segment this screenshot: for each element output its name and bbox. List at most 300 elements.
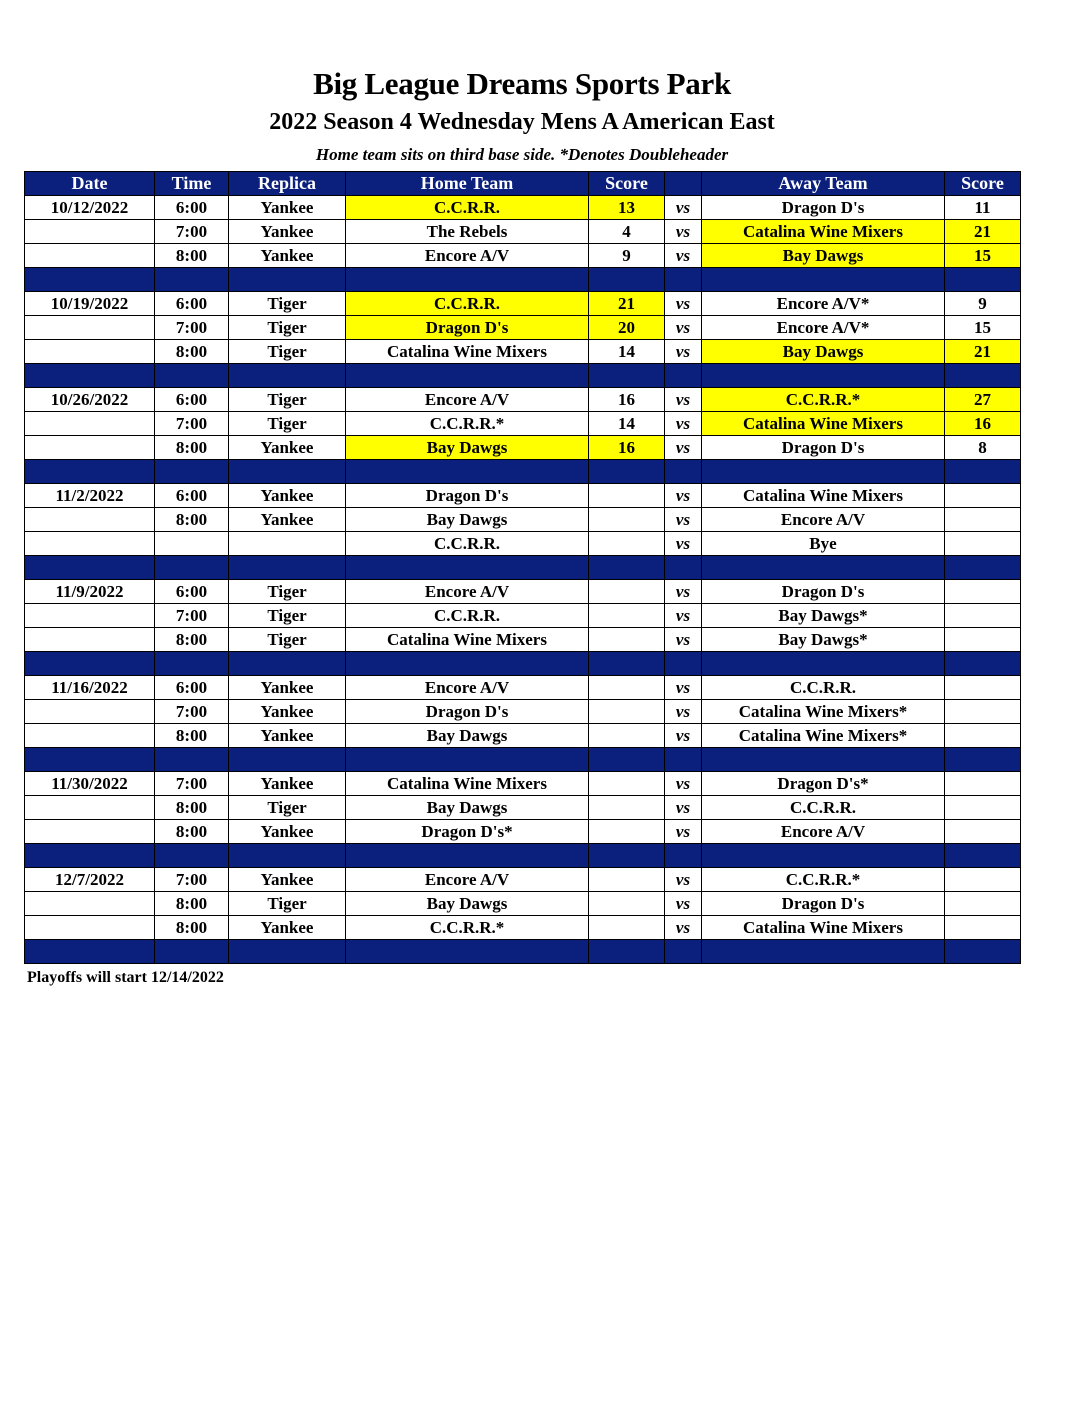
- away-score: 16: [945, 412, 1021, 436]
- away-score: [945, 820, 1021, 844]
- away-score: [945, 484, 1021, 508]
- game-replica: Yankee: [229, 724, 346, 748]
- separator-cell: [346, 940, 589, 964]
- table-row: [25, 820, 1021, 844]
- game-time: 6:00: [155, 292, 229, 316]
- home-team: Bay Dawgs: [346, 436, 589, 460]
- home-team: Encore A/V: [346, 868, 589, 892]
- table-row: [25, 580, 1021, 604]
- separator-cell: [346, 556, 589, 580]
- table-header-row: [25, 172, 1021, 196]
- column-header-replica: Replica: [229, 172, 346, 196]
- separator-cell: [229, 268, 346, 292]
- away-team: Encore A/V: [702, 820, 945, 844]
- game-time: 6:00: [155, 484, 229, 508]
- home-score: [589, 604, 665, 628]
- home-team: Bay Dawgs: [346, 724, 589, 748]
- game-time: 7:00: [155, 868, 229, 892]
- game-replica: Tiger: [229, 628, 346, 652]
- home-score: [589, 700, 665, 724]
- separator-cell: [25, 940, 155, 964]
- table-row: [25, 892, 1021, 916]
- away-score: 15: [945, 316, 1021, 340]
- separator-cell: [25, 652, 155, 676]
- table-row: [25, 388, 1021, 412]
- separator-cell: [25, 556, 155, 580]
- column-header-vs: [665, 172, 702, 196]
- separator-cell: [25, 748, 155, 772]
- separator-cell: [589, 748, 665, 772]
- home-score: [589, 580, 665, 604]
- table-row: [25, 868, 1021, 892]
- vs-label: vs: [665, 892, 702, 916]
- vs-label: vs: [665, 316, 702, 340]
- home-team: C.C.R.R.: [346, 604, 589, 628]
- vs-label: vs: [665, 700, 702, 724]
- home-score: 16: [589, 388, 665, 412]
- table-row: [25, 724, 1021, 748]
- game-time: 8:00: [155, 628, 229, 652]
- table-row: [25, 316, 1021, 340]
- home-team: C.C.R.R.*: [346, 916, 589, 940]
- table-row: [25, 532, 1021, 556]
- away-score: [945, 700, 1021, 724]
- away-score: [945, 796, 1021, 820]
- column-header-away-score: Score: [945, 172, 1021, 196]
- game-time: 8:00: [155, 916, 229, 940]
- away-team: Bay Dawgs*: [702, 604, 945, 628]
- home-score: 13: [589, 196, 665, 220]
- table-row: [25, 772, 1021, 796]
- vs-label: vs: [665, 436, 702, 460]
- separator-cell: [945, 652, 1021, 676]
- home-team: Bay Dawgs: [346, 508, 589, 532]
- away-team: C.C.R.R.*: [702, 388, 945, 412]
- table-row: [25, 508, 1021, 532]
- away-team: Bye: [702, 532, 945, 556]
- game-time: 7:00: [155, 316, 229, 340]
- separator-cell: [665, 940, 702, 964]
- game-replica: Yankee: [229, 820, 346, 844]
- game-time: 8:00: [155, 892, 229, 916]
- separator-cell: [702, 364, 945, 388]
- game-date: [25, 700, 155, 724]
- away-score: [945, 892, 1021, 916]
- separator-cell: [155, 364, 229, 388]
- week-separator-row: [25, 844, 1021, 868]
- game-date: [25, 724, 155, 748]
- away-team: Catalina Wine Mixers: [702, 412, 945, 436]
- separator-cell: [702, 460, 945, 484]
- table-row: [25, 916, 1021, 940]
- separator-cell: [702, 652, 945, 676]
- home-team: Catalina Wine Mixers: [346, 628, 589, 652]
- away-score: 21: [945, 220, 1021, 244]
- week-separator-row: [25, 556, 1021, 580]
- separator-cell: [155, 844, 229, 868]
- vs-label: vs: [665, 196, 702, 220]
- vs-label: vs: [665, 340, 702, 364]
- separator-cell: [945, 748, 1021, 772]
- table-row: [25, 340, 1021, 364]
- home-score: [589, 484, 665, 508]
- separator-cell: [589, 844, 665, 868]
- game-replica: Yankee: [229, 244, 346, 268]
- game-replica: Tiger: [229, 316, 346, 340]
- column-header-home-score: Score: [589, 172, 665, 196]
- home-score: [589, 916, 665, 940]
- game-replica: Yankee: [229, 196, 346, 220]
- table-row: [25, 628, 1021, 652]
- separator-cell: [155, 748, 229, 772]
- game-date: [25, 316, 155, 340]
- game-replica: Tiger: [229, 796, 346, 820]
- separator-cell: [702, 748, 945, 772]
- separator-cell: [229, 844, 346, 868]
- home-team: Encore A/V: [346, 580, 589, 604]
- week-separator-row: [25, 268, 1021, 292]
- home-team: Catalina Wine Mixers: [346, 772, 589, 796]
- game-replica: Tiger: [229, 580, 346, 604]
- game-replica: Yankee: [229, 508, 346, 532]
- separator-cell: [229, 748, 346, 772]
- home-score: 20: [589, 316, 665, 340]
- home-score: [589, 628, 665, 652]
- separator-cell: [346, 748, 589, 772]
- game-date: [25, 508, 155, 532]
- away-score: [945, 628, 1021, 652]
- away-team: Encore A/V: [702, 508, 945, 532]
- separator-cell: [589, 364, 665, 388]
- game-time: 8:00: [155, 508, 229, 532]
- column-header-away-team: Away Team: [702, 172, 945, 196]
- away-team: Catalina Wine Mixers*: [702, 700, 945, 724]
- game-date: [25, 340, 155, 364]
- game-date: [25, 892, 155, 916]
- home-team: Dragon D's: [346, 316, 589, 340]
- home-team: Encore A/V: [346, 388, 589, 412]
- home-score: 21: [589, 292, 665, 316]
- separator-cell: [589, 556, 665, 580]
- vs-label: vs: [665, 868, 702, 892]
- vs-label: vs: [665, 916, 702, 940]
- separator-cell: [155, 940, 229, 964]
- separator-cell: [229, 652, 346, 676]
- game-time: 8:00: [155, 244, 229, 268]
- separator-cell: [346, 844, 589, 868]
- away-score: 21: [945, 340, 1021, 364]
- away-score: [945, 508, 1021, 532]
- separator-cell: [702, 844, 945, 868]
- away-team: Catalina Wine Mixers: [702, 916, 945, 940]
- game-time: 8:00: [155, 796, 229, 820]
- separator-cell: [346, 652, 589, 676]
- home-team: C.C.R.R.: [346, 196, 589, 220]
- home-score: [589, 724, 665, 748]
- vs-label: vs: [665, 628, 702, 652]
- away-team: Bay Dawgs*: [702, 628, 945, 652]
- separator-cell: [229, 940, 346, 964]
- table-row: [25, 484, 1021, 508]
- game-time: 7:00: [155, 604, 229, 628]
- home-team: Encore A/V: [346, 676, 589, 700]
- separator-cell: [229, 364, 346, 388]
- page-title: Big League Dreams Sports Park: [313, 66, 731, 101]
- home-score: 14: [589, 340, 665, 364]
- table-row: [25, 196, 1021, 220]
- game-date: [25, 412, 155, 436]
- game-replica: Yankee: [229, 436, 346, 460]
- game-date: 11/16/2022: [25, 676, 155, 700]
- game-time: 8:00: [155, 724, 229, 748]
- home-team: Dragon D's*: [346, 820, 589, 844]
- table-row: [25, 244, 1021, 268]
- vs-label: vs: [665, 796, 702, 820]
- home-score: 14: [589, 412, 665, 436]
- game-time: 7:00: [155, 412, 229, 436]
- vs-label: vs: [665, 412, 702, 436]
- away-team: Dragon D's: [702, 196, 945, 220]
- game-time: 8:00: [155, 436, 229, 460]
- game-date: [25, 820, 155, 844]
- game-time: 8:00: [155, 340, 229, 364]
- game-date: 12/7/2022: [25, 868, 155, 892]
- vs-label: vs: [665, 508, 702, 532]
- column-header-date: Date: [25, 172, 155, 196]
- game-date: [25, 916, 155, 940]
- separator-cell: [346, 364, 589, 388]
- table-row: [25, 292, 1021, 316]
- separator-cell: [346, 268, 589, 292]
- game-replica: [229, 532, 346, 556]
- separator-cell: [589, 652, 665, 676]
- away-score: [945, 772, 1021, 796]
- separator-cell: [25, 460, 155, 484]
- game-time: 6:00: [155, 388, 229, 412]
- away-team: Encore A/V*: [702, 316, 945, 340]
- separator-cell: [25, 268, 155, 292]
- game-date: [25, 796, 155, 820]
- away-team: C.C.R.R.: [702, 796, 945, 820]
- column-header-home-team: Home Team: [346, 172, 589, 196]
- separator-cell: [702, 268, 945, 292]
- home-score: [589, 676, 665, 700]
- game-date: 11/30/2022: [25, 772, 155, 796]
- separator-cell: [25, 364, 155, 388]
- page-subtitle: 2022 Season 4 Wednesday Mens A American East: [269, 109, 775, 135]
- separator-cell: [945, 556, 1021, 580]
- home-score: [589, 868, 665, 892]
- separator-cell: [229, 460, 346, 484]
- game-replica: Tiger: [229, 340, 346, 364]
- week-separator-row: [25, 748, 1021, 772]
- game-time: 6:00: [155, 580, 229, 604]
- home-team: Encore A/V: [346, 244, 589, 268]
- game-time: [155, 532, 229, 556]
- separator-cell: [945, 364, 1021, 388]
- schedule-body: [25, 196, 1021, 964]
- playoffs-note: Playoffs will start 12/14/2022: [27, 969, 224, 986]
- game-time: 7:00: [155, 700, 229, 724]
- home-team: The Rebels: [346, 220, 589, 244]
- game-replica: Tiger: [229, 604, 346, 628]
- away-score: 15: [945, 244, 1021, 268]
- game-replica: Yankee: [229, 484, 346, 508]
- separator-cell: [665, 364, 702, 388]
- separator-cell: [665, 844, 702, 868]
- away-team: Dragon D's: [702, 580, 945, 604]
- away-team: Bay Dawgs: [702, 340, 945, 364]
- game-date: [25, 244, 155, 268]
- game-replica: Yankee: [229, 772, 346, 796]
- home-score: 16: [589, 436, 665, 460]
- game-date: 10/12/2022: [25, 196, 155, 220]
- home-team: C.C.R.R.: [346, 292, 589, 316]
- away-score: 8: [945, 436, 1021, 460]
- away-score: [945, 604, 1021, 628]
- game-date: 11/9/2022: [25, 580, 155, 604]
- separator-cell: [155, 460, 229, 484]
- separator-cell: [702, 556, 945, 580]
- separator-cell: [665, 748, 702, 772]
- vs-label: vs: [665, 220, 702, 244]
- vs-label: vs: [665, 820, 702, 844]
- game-replica: Yankee: [229, 916, 346, 940]
- away-score: [945, 868, 1021, 892]
- doubleheader-note: Home team sits on third base side. *Denotes Doubleheader: [315, 145, 729, 164]
- away-score: [945, 532, 1021, 556]
- away-team: C.C.R.R.: [702, 676, 945, 700]
- separator-cell: [155, 268, 229, 292]
- away-score: [945, 724, 1021, 748]
- home-score: [589, 508, 665, 532]
- separator-cell: [665, 268, 702, 292]
- away-score: 27: [945, 388, 1021, 412]
- home-score: [589, 820, 665, 844]
- game-date: [25, 220, 155, 244]
- vs-label: vs: [665, 244, 702, 268]
- game-date: [25, 604, 155, 628]
- away-score: [945, 676, 1021, 700]
- game-replica: Yankee: [229, 676, 346, 700]
- table-row: [25, 436, 1021, 460]
- game-date: 10/19/2022: [25, 292, 155, 316]
- vs-label: vs: [665, 676, 702, 700]
- home-team: C.C.R.R.*: [346, 412, 589, 436]
- away-team: Dragon D's: [702, 436, 945, 460]
- away-score: 11: [945, 196, 1021, 220]
- separator-cell: [945, 844, 1021, 868]
- separator-cell: [589, 268, 665, 292]
- game-date: 10/26/2022: [25, 388, 155, 412]
- home-score: [589, 772, 665, 796]
- game-date: [25, 628, 155, 652]
- vs-label: vs: [665, 532, 702, 556]
- game-time: 6:00: [155, 196, 229, 220]
- game-replica: Tiger: [229, 388, 346, 412]
- game-replica: Tiger: [229, 892, 346, 916]
- home-team: Bay Dawgs: [346, 796, 589, 820]
- separator-cell: [346, 460, 589, 484]
- table-row: [25, 796, 1021, 820]
- away-score: 9: [945, 292, 1021, 316]
- game-date: [25, 436, 155, 460]
- game-date: 11/2/2022: [25, 484, 155, 508]
- separator-cell: [589, 940, 665, 964]
- vs-label: vs: [665, 388, 702, 412]
- separator-cell: [155, 556, 229, 580]
- away-team: Catalina Wine Mixers: [702, 220, 945, 244]
- game-replica: Yankee: [229, 868, 346, 892]
- game-replica: Yankee: [229, 220, 346, 244]
- week-separator-row: [25, 460, 1021, 484]
- game-time: 6:00: [155, 676, 229, 700]
- table-row: [25, 676, 1021, 700]
- vs-label: vs: [665, 292, 702, 316]
- home-score: 4: [589, 220, 665, 244]
- away-score: [945, 580, 1021, 604]
- table-row: [25, 220, 1021, 244]
- separator-cell: [945, 268, 1021, 292]
- separator-cell: [229, 556, 346, 580]
- separator-cell: [589, 460, 665, 484]
- away-team: Encore A/V*: [702, 292, 945, 316]
- vs-label: vs: [665, 580, 702, 604]
- home-score: [589, 532, 665, 556]
- home-score: 9: [589, 244, 665, 268]
- home-team: Bay Dawgs: [346, 892, 589, 916]
- game-time: 7:00: [155, 220, 229, 244]
- away-team: Dragon D's*: [702, 772, 945, 796]
- vs-label: vs: [665, 484, 702, 508]
- home-team: Dragon D's: [346, 700, 589, 724]
- home-score: [589, 796, 665, 820]
- separator-cell: [665, 556, 702, 580]
- separator-cell: [665, 652, 702, 676]
- away-team: Catalina Wine Mixers: [702, 484, 945, 508]
- away-team: C.C.R.R.*: [702, 868, 945, 892]
- away-team: Dragon D's: [702, 892, 945, 916]
- separator-cell: [155, 652, 229, 676]
- game-time: 7:00: [155, 772, 229, 796]
- home-team: C.C.R.R.: [346, 532, 589, 556]
- vs-label: vs: [665, 772, 702, 796]
- home-score: [589, 892, 665, 916]
- table-row: [25, 412, 1021, 436]
- week-separator-row: [25, 652, 1021, 676]
- game-replica: Yankee: [229, 700, 346, 724]
- separator-cell: [945, 940, 1021, 964]
- game-replica: Tiger: [229, 292, 346, 316]
- game-time: 8:00: [155, 820, 229, 844]
- table-row: [25, 604, 1021, 628]
- week-separator-row: [25, 364, 1021, 388]
- vs-label: vs: [665, 724, 702, 748]
- separator-cell: [945, 460, 1021, 484]
- game-date: [25, 532, 155, 556]
- schedule-table: [24, 171, 1021, 964]
- away-score: [945, 916, 1021, 940]
- home-team: Catalina Wine Mixers: [346, 340, 589, 364]
- home-team: Dragon D's: [346, 484, 589, 508]
- week-separator-row: [25, 940, 1021, 964]
- away-team: Bay Dawgs: [702, 244, 945, 268]
- table-row: [25, 700, 1021, 724]
- vs-label: vs: [665, 604, 702, 628]
- away-team: Catalina Wine Mixers*: [702, 724, 945, 748]
- game-replica: Tiger: [229, 412, 346, 436]
- separator-cell: [702, 940, 945, 964]
